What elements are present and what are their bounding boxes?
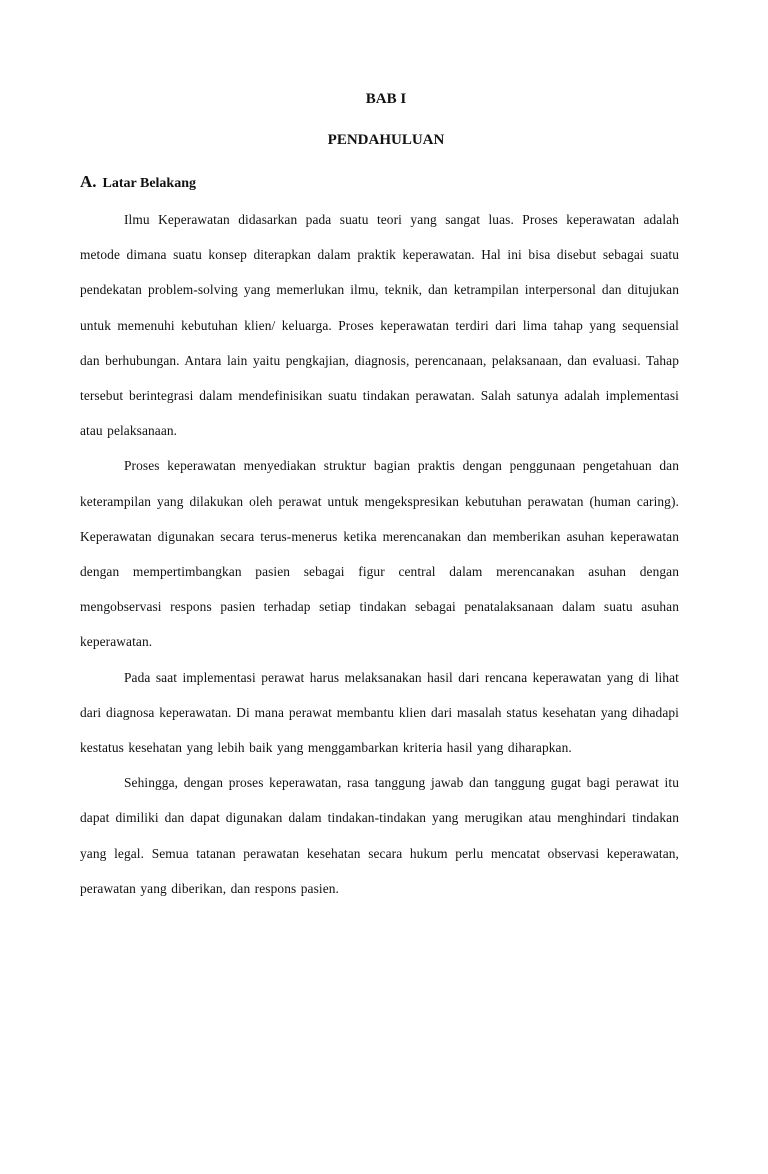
section-letter: A.: [80, 172, 97, 191]
paragraph-2: Proses keperawatan menyediakan struktur bagian praktis dengan penggunaan pengetahuan dan keterampilan yang dilakukan oleh perawat untuk mengekspresikan kebutuhan perawatan (human caring). Keperawatan digunakan secara terus-menerus ketika merencanakan dan memberikan asuhan keperawatan dengan mempertimbangkan pasien sebagai figur central dalam merencanakan asuhan dengan mengobservasi respons pasien terhadap setiap tindakan sebagai penatalaksanaan dalam suatu asuhan keperawatan.: [80, 458, 679, 650]
section-title: Latar Belakang: [102, 176, 197, 191]
paragraph-4: Sehingga, dengan proses keperawatan, rasa tanggung jawab dan tanggung gugat bagi perawat itu dapat dimiliki dan dapat digunakan dalam tindakan-tindakan yang merugikan atau menghindari tindakan yang legal. Semua tatanan perawatan kesehatan secara hukum perlu mencatat observasi keperawatan, perawatan yang diberikan, dan respons pasien.: [80, 775, 679, 896]
body-text: [80, 202, 679, 906]
paragraph-1: Ilmu Keperawatan didasarkan pada suatu teori yang sangat luas. Proses keperawatan adalah metode dimana suatu konsep diterapkan dalam praktik keperawatan. Hal ini bisa disebut sebagai suatu pendekatan problem-solving yang memerlukan ilmu, teknik, dan ketrampilan interpersonal dan ditujukan untuk memenuhi kebutuhan klien/ keluarga. Proses keperawatan terdiri dari lima tahap yang sequensial dan berhubungan. Antara lain yaitu pengkajian, diagnosis, perencanaan, pelaksanaan, dan evaluasi. Tahap tersebut berintegrasi dalam mendefinisikan suatu tindakan perawatan. Salah satunya adalah implementasi atau pelaksanaan.: [80, 212, 679, 439]
section-heading: [80, 172, 196, 192]
chapter-title: PENDAHULUAN: [327, 132, 445, 148]
paragraph-3: Pada saat implementasi perawat harus melaksanakan hasil dari rencana keperawatan yang di lihat dari diagnosa keperawatan. Di mana perawat membantu klien dari masalah status kesehatan yang dihadapi kestatus kesehatan yang lebih baik yang menggambarkan kriteria hasil yang diharapkan.: [80, 669, 679, 756]
chapter-number: BAB I: [365, 91, 407, 107]
